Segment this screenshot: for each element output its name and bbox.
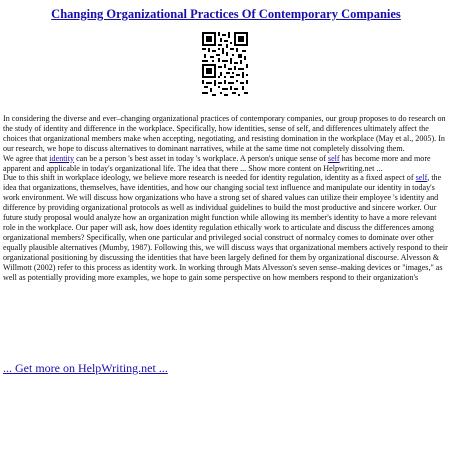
essay-body (3, 114, 450, 282)
page-title[interactable]: Changing Organizational Practices Of Contemporary Companies (51, 7, 401, 21)
paragraph-main-text-1: Due to this shift in workplace ideology, we believe more research is needed for identity regulation, identity as a fixed aspect of (3, 173, 416, 183)
paragraph-identity-text-3: has become more and more apparent and applicable in today's organizational life. The idea that there ... Show more content on Helpwriting.net ... (3, 153, 431, 173)
get-more-link[interactable]: ... Get more on HelpWriting.net ... (3, 361, 168, 375)
self-link[interactable]: self (327, 153, 340, 163)
paragraph-identity-text-1: We agree that (3, 153, 50, 163)
paragraph-identity (3, 154, 450, 174)
self-link-2[interactable]: self (415, 173, 428, 183)
paragraph-intro: In considering the diverse and ever–changing organizational practices of contemporary companies, our group proposes to do research on the study of identity and difference in the workplace. Specifically, how identities, sense of self, and differences ultimately affect the choices that organizational members make when accepting, negotiating, and resisting domination in the workplace (May et al., 2005). In our research, we hope to discuss alternatives to dominant narratives, while at the same time not completely dissolving them. (3, 114, 446, 153)
paragraph-main-text-2: , the idea that organizations, themselves, have identities, and how our changing social text influence and manipulate our identity in today's work environment. We will discuss how organizations who have a strong set of shared values can utilize their employee 's identity and difference by providing organizational protocols as well as individual guidelines to build the most productive and sincere worker. Our future study proposal would analyze how an organization might function while allowing its member's identity to have a more relevant role in the workplace. Our paper will ask, how does identity regulation ethically work to articulate and discuss the differences among organizational members? Specifically, when one particular and privileged social construct of normalcy comes to dominate over other equally plausible alternatives (Mumby, 1987). Following this, we will discuss ways that organizational members actively respond to their organizational positioning by discussing the identities that have been largely defined for them by organizational discourse. Alvesson & Willmott (2002) refer to this process as identity work. In working through Mats Alvesson's seven sense–making devices or "images," as well as potentially providing more examples, we hope to gain some perspective on how members respond to their organization's (3, 173, 448, 282)
paragraph-main (3, 173, 450, 282)
qr-code-image (202, 32, 248, 98)
identity-link[interactable]: identity (49, 153, 75, 163)
paragraph-identity-text-2: can be a person 's best asset in today 's workplace. A person's unique sense of (74, 153, 328, 163)
